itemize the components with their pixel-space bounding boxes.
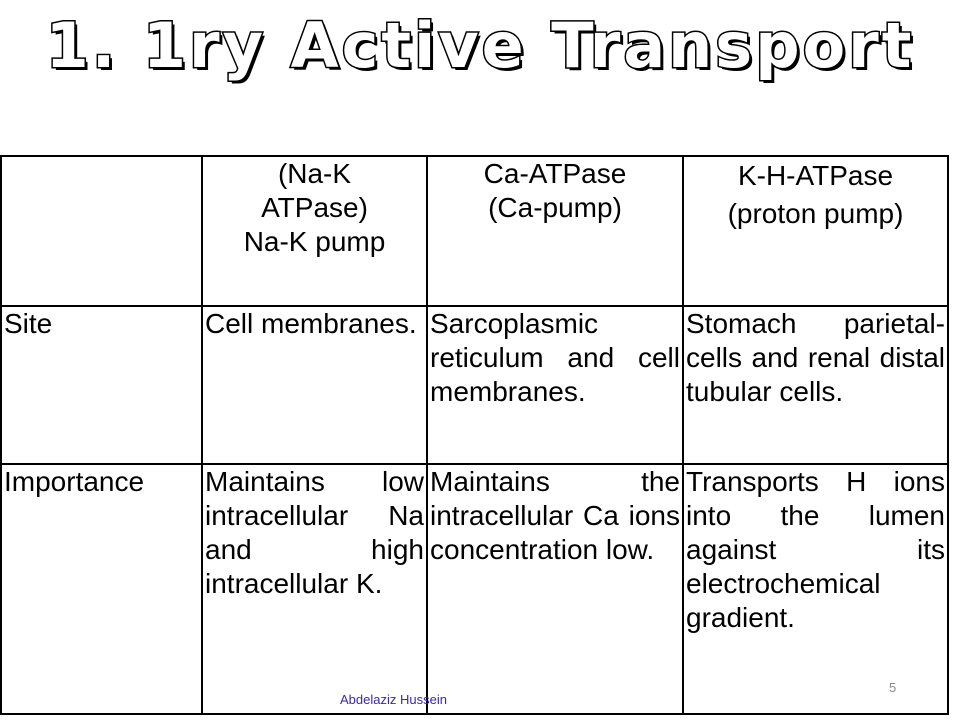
header-line: (Ca-pump) [488,192,622,223]
header-proton-pump [683,156,948,306]
importance-proton-cell: Transports H ions into the lumen against its electrochemical gradient. [683,464,948,714]
header-line: (proton pump) [727,198,904,229]
header-line: Ca-ATPase [483,158,627,189]
header-line: K-H-ATPase [737,160,894,191]
header-ca-pump [427,156,683,306]
importance-na-k-cell: Maintains low intracellular Na and high intracellular K. [202,464,427,714]
footer-author: Abdelaziz Hussein [340,692,447,707]
site-na-k-cell: Cell membranes. [202,306,427,464]
header-line: Na-K pump [243,226,386,257]
header-row [1,156,948,306]
slide-title: 1. 1ry Active Transport [45,9,915,82]
header-line: ATPase) [261,192,368,223]
header-na-k-pump [202,156,427,306]
table-row-site [1,306,948,464]
importance-ca-cell: Maintains the intracellular Ca ions concentration low. [427,464,683,714]
table-row-importance [1,464,948,714]
header-empty-cell [1,156,202,306]
row-label-site: Site [1,306,202,464]
header-line: (Na-K [277,158,352,189]
page-number: 5 [889,680,897,695]
site-proton-cell: Stomach parietal-cells and renal distal tubular cells. [683,306,948,464]
comparison-table [0,155,949,715]
site-ca-cell: Sarcoplasmic reticulum and cell membranes. [427,306,683,464]
row-label-importance: Importance [1,464,202,714]
